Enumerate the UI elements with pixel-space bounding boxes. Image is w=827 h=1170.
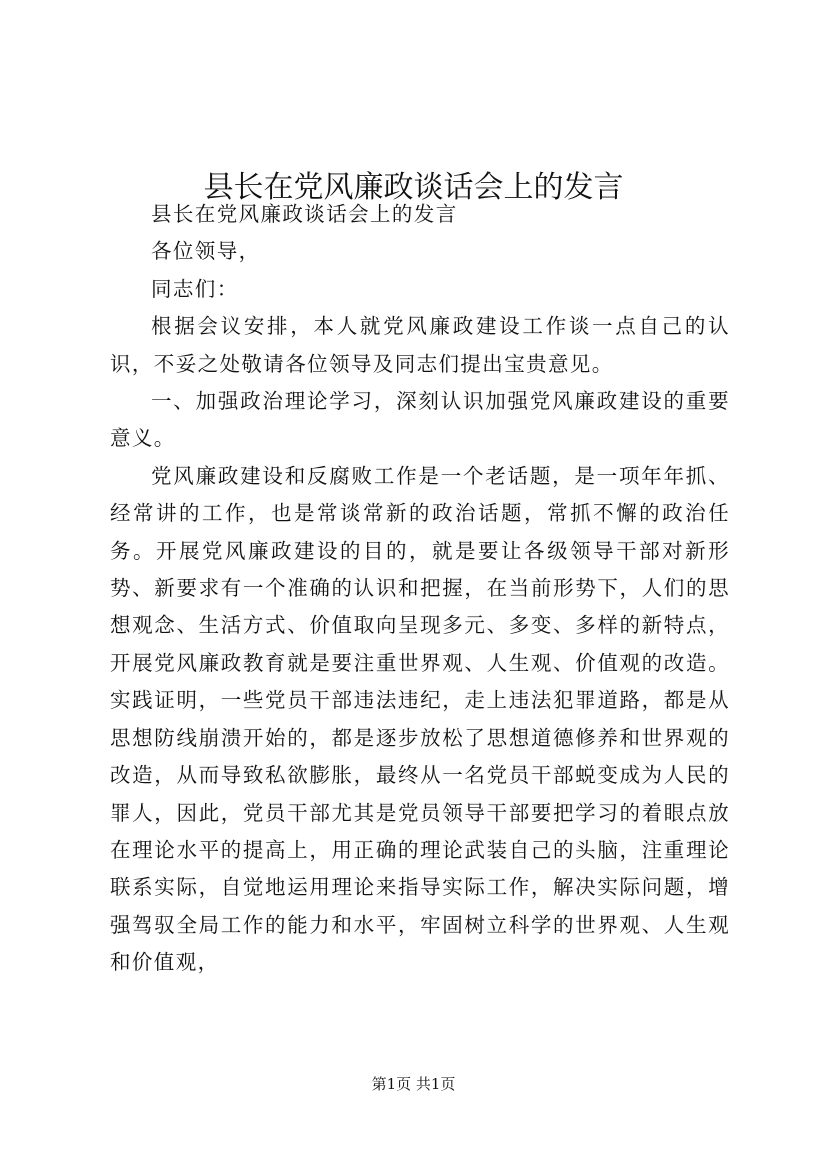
page-footer: 第1页 共1页: [371, 1075, 456, 1093]
document-title: 县长在党风廉政谈话会上的发言: [203, 170, 624, 206]
paragraph-subtitle: 县长在党风廉政谈话会上的发言: [151, 202, 458, 226]
paragraph-salutation-comrades: 同志们：: [151, 276, 239, 301]
paragraph-section-heading: 一、加强政治理论学习，深刻认识加强党风廉政建设的重要意义。: [110, 389, 730, 451]
document-body: [110, 196, 730, 982]
paragraph-intro: 根据会议安排，本人就党风廉政建设工作谈一点自己的认识，不妥之处敬请各位领导及同志们提出宝贵意见。: [110, 314, 730, 376]
paragraph-salutation-leaders: 各位领导，: [151, 239, 261, 264]
paragraph-main: 党风廉政建设和反腐败工作是一个老话题，是一项年年抓、经常讲的工作，也是常谈常新的政治话题，常抓不懈的政治任务。开展党风廉政建设的目的，就是要让各级领导干部对新形势、新要求有一个准确的认识和把握，在当前形势下，人们的思想观念、生活方式、价值取向呈现多元、多变、多样的新特点，开展党风廉政教育就是要注重世界观、人生观、价值观的改造。实践证明，一些党员干部违法违纪，走上违法犯罪道路，都是从思想防线崩溃开始的，都是逐步放松了思想道德修养和世界观的改造，从而导致私欲膨胀，最终从一名党员干部蜕变成为人民的罪人，因此，党员干部尤其是党员领导干部要把学习的着眼点放在理论水平的提高上，用正确的理论武装自己的头脑，注重理论联系实际，自觉地运用理论来指导实际工作，解决实际问题，增强驾驭全局工作的能力和水平，牢固树立科学的世界观、人生观和价值观，: [110, 463, 730, 975]
